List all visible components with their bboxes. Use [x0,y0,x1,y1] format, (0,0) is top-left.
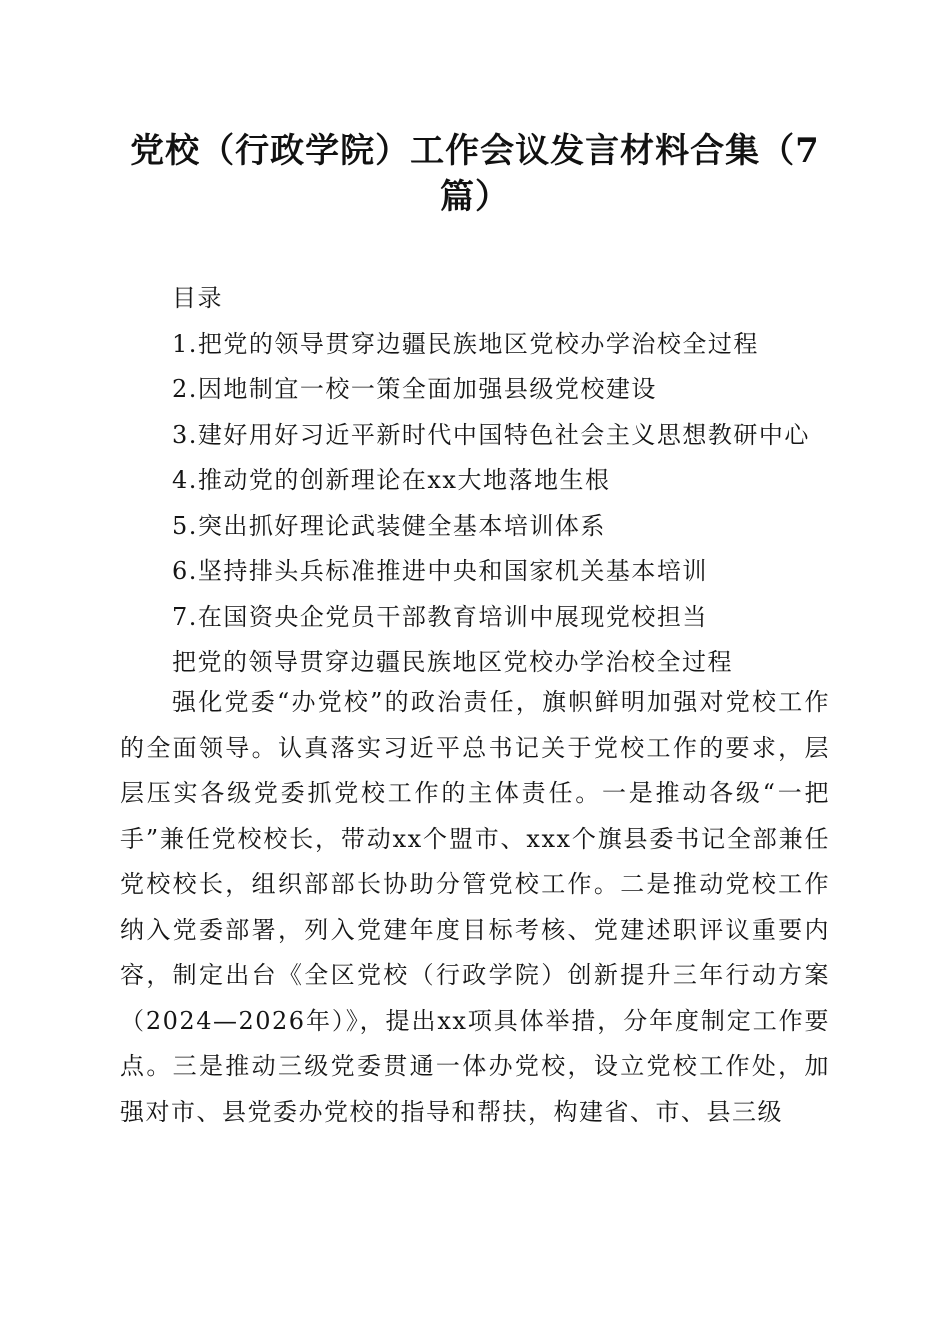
toc-item-5: 5.突出抓好理论武装健全基本培训体系 [172,511,606,540]
toc-item-3: 3.建好用好习近平新时代中国特色社会主义思想教研中心 [172,420,810,449]
toc-item-4: 4.推动党的创新理论在xx大地落地生根 [172,466,611,494]
toc-item-6: 6.坚持排头兵标准推进中央和国家机关基本培训 [172,557,708,585]
toc-heading: 目录 [172,284,223,312]
document-title: 党校（行政学院）工作会议发言材料合集（7篇） [130,131,820,217]
body-paragraph: 强化党委“办党校”的政治责任，旗帜鲜明加强对党校工作的全面领导。认真落实习近平总书记关于党校工作的要求，层层压实各级党委抓党校工作的主体责任。一是推动各级“一把手”兼任党校校长，带动xx个盟市、xxx个旗县委书记全部兼任党校校长，组织部部长协助分管党校工作。二是推动党校工作纳入党委部署，列入党建年度目标考核、党建述职评议重要内容，制定出台《全区党校（行政学院）创新提升三年行动方案（2024—2026年）》，提出xx项具体举措，分年度制定工作要点。三是推动三级党委贯通一体办党校，设立党校工作处，加强对市、县党委办党校的指导和帮扶，构建省、市、县三级 [120,688,830,1126]
section-title: 把党的领导贯穿边疆民族地区党校办学治校全过程 [172,648,733,676]
toc-item-1: 1.把党的领导贯穿边疆民族地区党校办学治校全过程 [172,329,759,358]
table-of-contents [172,278,852,688]
toc-item-2: 2.因地制宜一校一策全面加强县级党校建设 [172,375,657,403]
article-body [120,680,830,1135]
toc-item-7: 7.在国资央企党员干部教育培训中展现党校担当 [172,602,708,631]
